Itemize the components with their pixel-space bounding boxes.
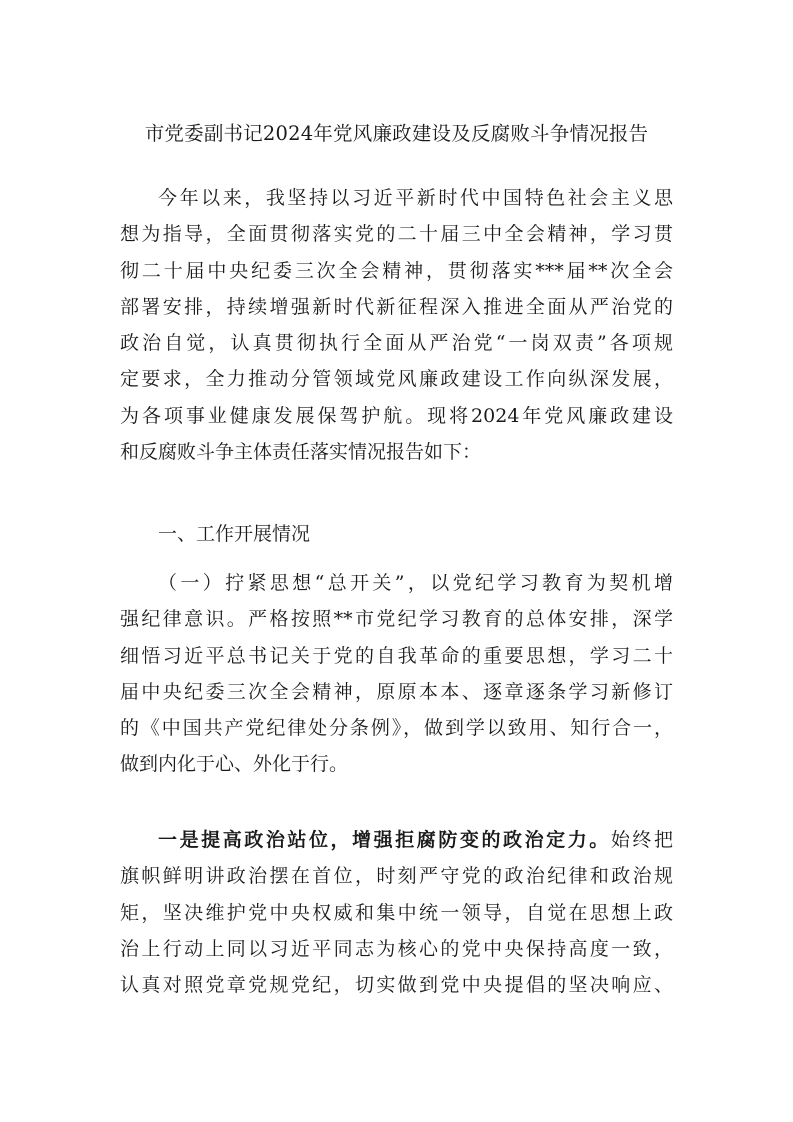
section-heading — [120, 516, 673, 552]
text-line: 定要求，全力推动分管领域党风廉政建设工作向纵深发展， — [120, 368, 673, 391]
text-line-lead — [120, 822, 673, 858]
text-line: 做到内化于心、外化于行。 — [120, 753, 349, 776]
text-line: 旗帜鲜明讲政治摆在首位，时刻严守党的政治纪律和政治规 — [120, 865, 673, 888]
paragraph-intro — [120, 180, 673, 470]
text-line: （一）拧紧思想“总开关”，以党纪学习教育为契机增 — [158, 572, 673, 594]
text-line: 矩，坚决维护党中央权威和集中统一领导，自觉在思想上政 — [120, 901, 673, 924]
text-line: 强纪律意识。严格按照**市党纪学习教育的总体安排，深学 — [120, 608, 673, 631]
text-line: 部署安排，持续增强新时代新征程深入推进全面从严治党的 — [120, 295, 673, 318]
text-line: 的《中国共产党纪律处分条例》，做到学以致用、知行合一， — [120, 717, 673, 740]
text-line: 今年以来，我坚持以习近平新时代中国特色社会主义思 — [158, 187, 673, 209]
text-line: 政治自觉，认真贯彻执行全面从严治党“一岗双责”各项规 — [120, 332, 673, 355]
text-line: 和反腐败斗争主体责任落实情况报告如下： — [120, 441, 482, 464]
lead-rest-text: 始终把 — [610, 829, 673, 851]
text-line: 为各项事业健康发展保驾护航。现将2024年党风廉政建设 — [120, 404, 673, 427]
text-line: 届中央纪委三次全会精神，原原本本、逐章逐条学习新修订 — [120, 680, 673, 703]
text-line: 治上行动上同以习近平同志为核心的党中央保持高度一致， — [120, 937, 673, 960]
text-line: 彻二十届中央纪委三次全会精神，贯彻落实***届**次全会 — [120, 259, 673, 282]
paragraph-subsection-1 — [120, 565, 673, 783]
text-line: 认真对照党章党规党纪，切实做到党中央提倡的坚决响应、 — [120, 974, 673, 997]
text-line: 想为指导，全面贯彻落实党的二十届三中全会精神，学习贯 — [120, 223, 673, 246]
text-line: 细悟习近平总书记关于党的自我革命的重要思想，学习二十 — [120, 644, 673, 667]
text-line: 一、工作开展情况 — [158, 523, 311, 545]
paragraph-point-1 — [120, 822, 673, 1003]
document-title: 市党委副书记2024年党风廉政建设及反腐败斗争情况报告 — [144, 122, 649, 145]
bold-lead-text: 一是提高政治站位，增强拒腐防变的政治定力。 — [158, 829, 611, 851]
